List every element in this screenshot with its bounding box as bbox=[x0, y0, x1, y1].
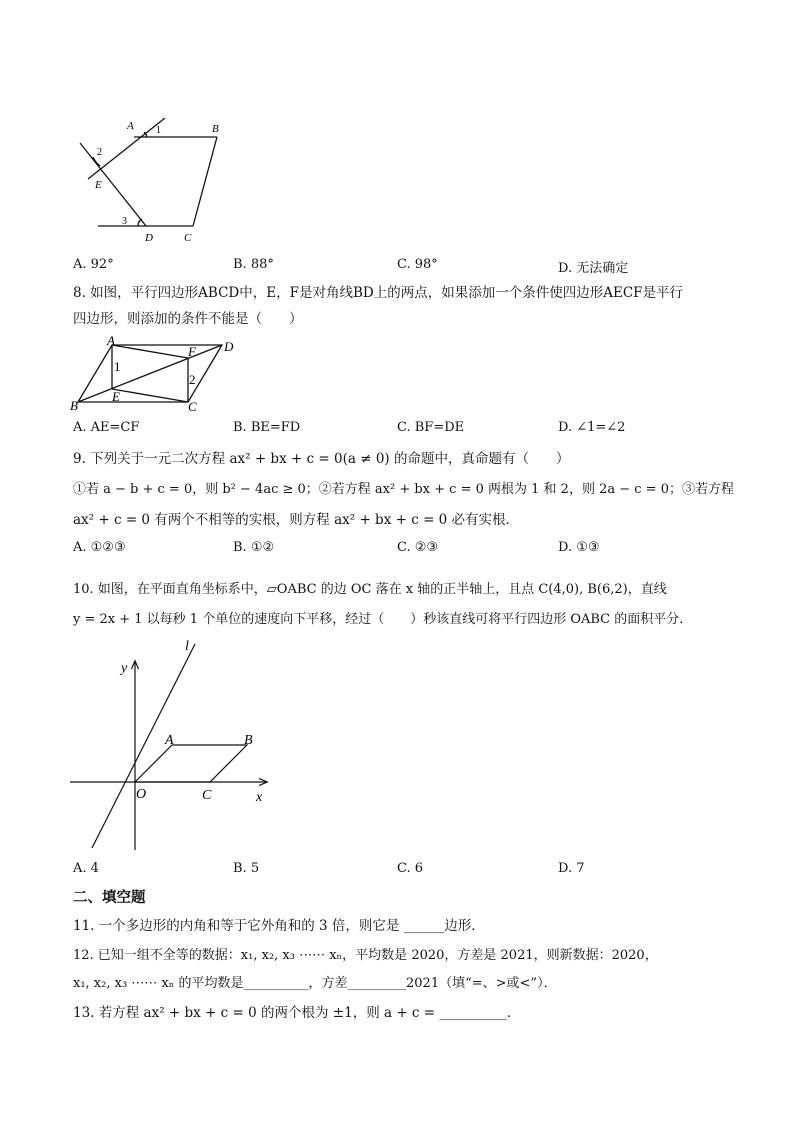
q7-label-a: A bbox=[127, 120, 134, 132]
q7-label-b: B bbox=[212, 123, 219, 135]
q9-choice-d: D. ①③ bbox=[558, 540, 600, 555]
q8-label-a: A bbox=[107, 334, 115, 348]
q9-choice-b: B. ①② bbox=[233, 540, 275, 555]
q8-diagonal-bd bbox=[78, 345, 222, 402]
q10-choice-d: D. 7 bbox=[558, 861, 585, 876]
q8-angle-1: 1 bbox=[114, 359, 121, 374]
q9-choice-a: A. ①②③ bbox=[73, 540, 126, 555]
q10-label-o: O bbox=[136, 787, 147, 802]
q8-choice-a: A. AE=CF bbox=[73, 420, 140, 435]
q10-label-b: B bbox=[244, 733, 253, 748]
q8-segment-ec bbox=[112, 389, 188, 402]
q8-figure bbox=[68, 334, 248, 414]
q8-choice-c: C. BF=DE bbox=[397, 420, 465, 435]
q7-angle3-arc bbox=[138, 219, 142, 226]
q10-text-line1: 10. 如图，在平面直角坐标系中，▱OABC 的边 OC 落在 x 轴的正半轴上，且点 C(4,0), B(6,2)，直线 bbox=[73, 582, 667, 597]
q10-label-x: x bbox=[256, 790, 263, 805]
q10-parallelogram-oabc bbox=[135, 745, 247, 782]
q12-text-line2: x₁, x₂, x₃ ⋯⋯ xₙ 的平均数是__________，方差_________2021（填“=、>或<”）． bbox=[73, 976, 557, 991]
q11-text: 11. 一个多边形的内角和等于它外角和的 3 倍，则它是 ______边形． bbox=[73, 918, 485, 934]
q7-label-d: D bbox=[145, 232, 153, 244]
q7-line-ed bbox=[80, 143, 146, 226]
q9-text-line2: ①若 a − b + c = 0，则 b² − 4ac ≥ 0；②若方程 ax² + bx + c = 0 两根为 1 和 2，则 2a − c = 0；③若方程 bbox=[73, 482, 734, 497]
q8-angle-2: 2 bbox=[189, 372, 196, 387]
q10-line-l bbox=[92, 644, 195, 848]
q9-text-line3: ax² + c = 0 有两个不相等的实根，则方程 ax² + bx + c = 0 必有实根． bbox=[73, 512, 520, 528]
q7-label-e: E bbox=[95, 179, 102, 191]
q7-choice-a: A. 92° bbox=[73, 257, 114, 272]
q8-label-e: E bbox=[112, 389, 120, 404]
q10-label-l: l bbox=[185, 639, 189, 654]
q7-choice-d: D. 无法确定 bbox=[558, 261, 629, 276]
q8-choice-d: D. ∠1=∠2 bbox=[558, 420, 626, 435]
q7-side-bc bbox=[193, 137, 217, 226]
q12-text-line1: 12. 已知一组不全等的数据：x₁, x₂, x₃ ⋯⋯ xₙ，平均数是 2020，方差是 2021，则新数据：2020， bbox=[73, 948, 658, 963]
q8-text-line1: 8. 如图，平行四边形ABCD中，E，F是对角线BD上的两点，如果添加一个条件使四边形AECF是平行 bbox=[73, 285, 684, 301]
q8-label-d: D bbox=[224, 339, 234, 354]
q7-label-c: C bbox=[184, 232, 192, 244]
q13-text: 13. 若方程 ax² + bx + c = 0 的两个根为 ±1，则 a + c = __________． bbox=[73, 1005, 521, 1021]
q7-choice-c: C. 98° bbox=[397, 257, 438, 272]
q7-angle-3: 3 bbox=[122, 216, 127, 227]
q7-angle-2: 2 bbox=[97, 147, 102, 158]
q10-label-c: C bbox=[202, 788, 212, 803]
q10-choice-a: A. 4 bbox=[73, 861, 99, 876]
q7-angle-1: 1 bbox=[156, 125, 161, 136]
q10-text-line2: y = 2x + 1 以每秒 1 个单位的速度向下平移，经过（ ）秒该直线可将平行四边形 OABC 的面积平分． bbox=[73, 612, 693, 627]
q8-label-b: B bbox=[70, 398, 78, 413]
q9-choice-c: C. ②③ bbox=[397, 540, 439, 555]
q10-figure bbox=[68, 636, 278, 856]
q10-choice-b: B. 5 bbox=[233, 861, 260, 876]
q10-label-a: A bbox=[165, 733, 174, 748]
q10-choice-c: C. 6 bbox=[397, 861, 424, 876]
q7-figure bbox=[70, 118, 240, 248]
q10-label-y: y bbox=[121, 661, 128, 676]
section-heading-fill-in: 二、填空题 bbox=[73, 889, 146, 906]
q8-label-c: C bbox=[188, 399, 197, 414]
q8-segment-af bbox=[112, 345, 188, 358]
q7-choice-b: B. 88° bbox=[233, 257, 274, 272]
q8-choice-b: B. BE=FD bbox=[233, 420, 301, 435]
q9-text-line1: 9. 下列关于一元二次方程 ax² + bx + c = 0(a ≠ 0) 的命题中，真命题有（ ） bbox=[73, 451, 570, 467]
q8-label-f: F bbox=[188, 344, 196, 359]
q8-text-line2: 四边形，则添加的条件不能是（ ） bbox=[73, 311, 303, 327]
